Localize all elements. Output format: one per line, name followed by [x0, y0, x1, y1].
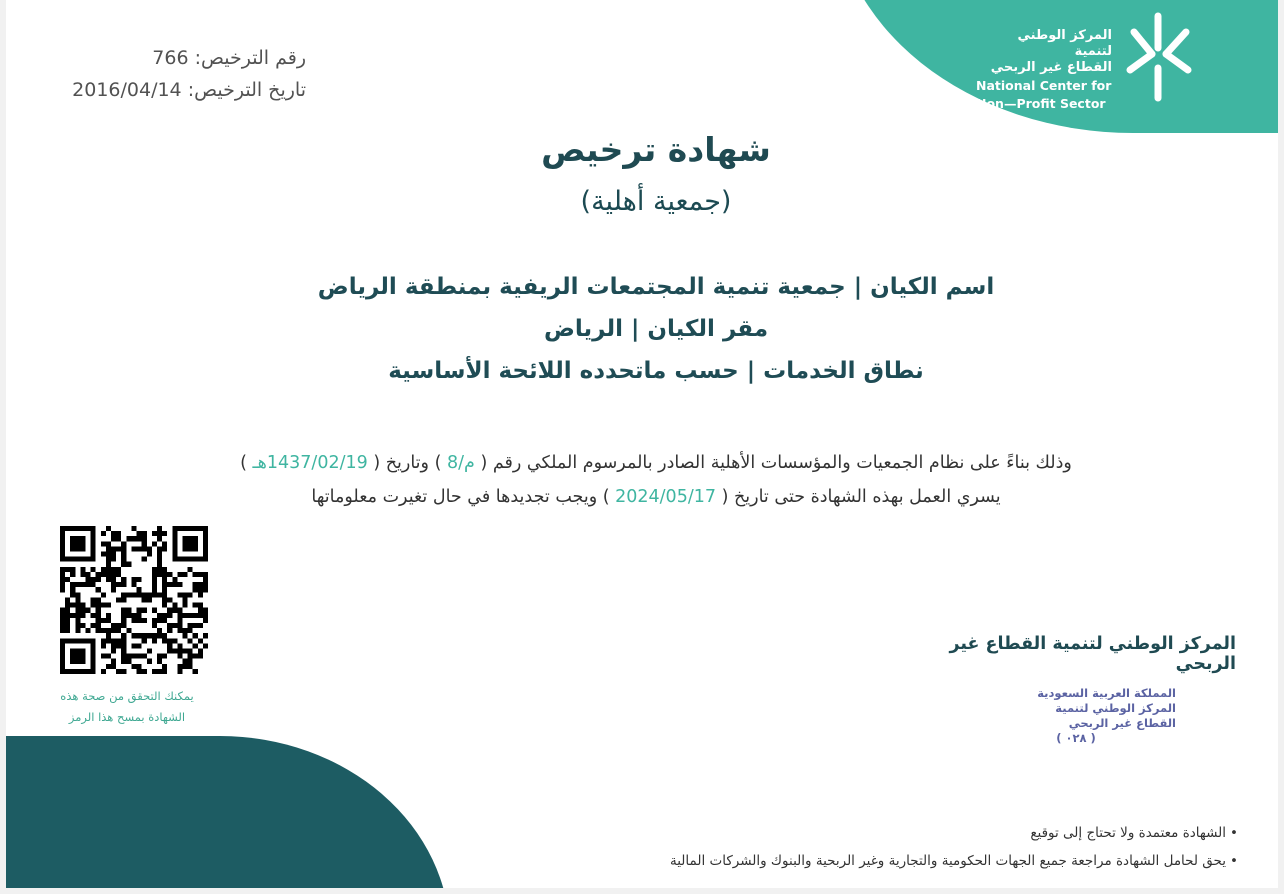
logo-mark-icon [1122, 10, 1196, 106]
logo-name-ar-line2: القطاع غير الربحي [990, 60, 1112, 75]
note-item [526, 819, 1238, 847]
legal-basis-text: وذلك بناءً على نظام الجمعيات والمؤسسات الأهلية الصادر بالمرسوم الملكي رقم ( [480, 453, 1072, 473]
license-number-label: رقم الترخيص: [194, 47, 306, 69]
qr-caption-line2: الشهادة بمسح هذا الرمز [68, 710, 186, 724]
license-date: 2016/04/14 [72, 79, 182, 101]
note-item [526, 847, 1238, 875]
logo-name-en-line1: National Center for [976, 78, 1112, 93]
note-text: يحق لحامل الشهادة مراجعة جميع الجهات الحكومية والتجارية وغير الربحية والبنوك والشركات المالية [670, 853, 1227, 869]
entity-hq-line: مقر الكيان | الرياض [543, 316, 769, 342]
issuer-name: المركز الوطني لتنمية القطاع غير الربحي [949, 634, 1236, 674]
validity-text: يسري العمل بهذه الشهادة حتى تاريخ ( [721, 487, 1001, 507]
decree-number: م/8 [446, 453, 475, 473]
certificate-title: شهادة ترخيص [541, 130, 771, 169]
logo-name-ar-line1: المركز الوطني لتنمية [1017, 28, 1112, 59]
notes-list [526, 819, 1238, 875]
ncnp-logo [976, 10, 1216, 110]
stamp-number: ( ٠٢٨ ) [1056, 731, 1096, 745]
bullet-icon: • [1230, 853, 1238, 869]
entity-name-line: اسم الكيان | جمعية تنمية المجتمعات الريفية بمنطقة الرياض [317, 274, 995, 300]
logo-text [976, 28, 1112, 112]
bottom-decorative-shape [6, 736, 450, 888]
license-number-row [46, 42, 306, 74]
legal-basis-line [6, 453, 1278, 473]
license-date-row [46, 74, 306, 106]
stamp-line1: المملكة العربية السعودية [1037, 686, 1176, 700]
legal-basis-text-3: ) [240, 453, 247, 473]
decree-date: 1437/02/19هـ [252, 453, 368, 473]
license-number: 766 [152, 47, 189, 69]
validity-text-2: ) ويجب تجديدها في حال تغيرت معلوماتها [311, 487, 610, 507]
validity-line [6, 487, 1278, 507]
qr-caption [42, 686, 212, 728]
license-date-label: تاريخ الترخيص: [187, 79, 306, 101]
bullet-icon: • [1230, 825, 1238, 841]
note-text: الشهادة معتمدة ولا تحتاج إلى توقيع [1030, 825, 1227, 841]
certificate-subtitle: (جمعية أهلية) [580, 186, 732, 217]
stamp-line3: القطاع غير الربحي [1068, 716, 1176, 730]
official-stamp [1006, 686, 1176, 746]
expiry-date: 2024/05/17 [615, 487, 716, 507]
verification-qr-code[interactable] [60, 526, 208, 674]
stamp-line2: المركز الوطني لتنمية [1055, 701, 1176, 715]
qr-caption-line1: يمكنك التحقق من صحة هذه [60, 689, 194, 703]
entity-scope-line: نطاق الخدمات | حسب ماتحدده اللائحة الأساسية [388, 358, 924, 384]
license-info [46, 42, 306, 106]
logo-name-en-line2: Non—Profit Sector [976, 96, 1106, 111]
certificate-page [6, 0, 1278, 888]
legal-basis-text-2: ) وتاريخ ( [373, 453, 442, 473]
